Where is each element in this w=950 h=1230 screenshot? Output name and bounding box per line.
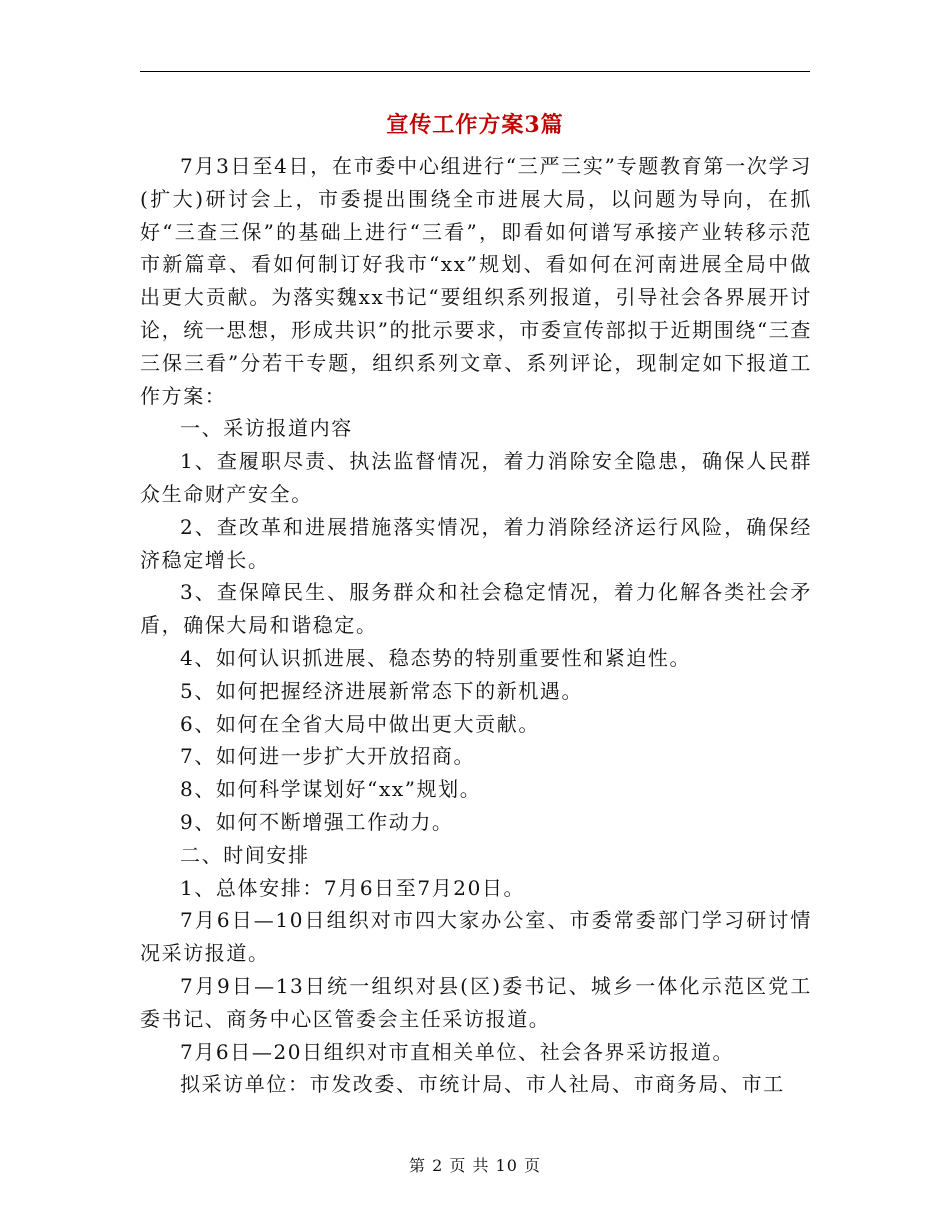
section-heading: 二、时间安排	[180, 842, 310, 867]
header-rule	[140, 71, 810, 72]
list-item: 1、查履职尽责、执法监督情况，着力消除安全隐患，确保人民群众生命财产安全。	[140, 449, 812, 506]
document-title: 宣传工作方案3篇	[386, 112, 564, 138]
list-item: 8、如何科学谋划好“xx”规划。	[180, 777, 482, 802]
list-item: 4、如何认识抓进展、稳态势的特别重要性和紧迫性。	[180, 645, 692, 670]
list-item: 9、如何不断增强工作动力。	[180, 809, 454, 834]
list-item: 5、如何把握经济进展新常态下的新机遇。	[180, 678, 584, 703]
list-item: 2、查改革和进展措施落实情况，着力消除经济运行风险，确保经济稳定增长。	[140, 514, 812, 572]
document-body	[140, 150, 812, 1101]
paragraph: 7月6日—10日组织对市四大家办公室、市委常委部门学习研讨情况采访报道。	[140, 908, 812, 966]
list-item: 1、总体安排：7月6日至7月20日。	[180, 875, 526, 900]
section-heading: 一、采访报道内容	[180, 416, 353, 441]
list-item: 3、查保障民生、服务群众和社会稳定情况，着力化解各类社会矛盾，确保大局和谐稳定。	[140, 580, 812, 638]
paragraph: 7月6日—20日组织对市直相关单位、社会各界采访报道。	[180, 1039, 735, 1064]
paragraph: 拟采访单位：市发改委、市统计局、市人社局、市商务局、市工	[180, 1072, 785, 1097]
page-footer: 第 2 页 共 10 页	[409, 1156, 541, 1175]
list-item: 6、如何在全省大局中做出更大贡献。	[180, 711, 540, 736]
list-item: 7、如何进一步扩大开放招商。	[180, 744, 476, 769]
paragraph: 7月3日至4日，在市委中心组进行“三严三实”专题教育第一次学习(扩大)研讨会上，市委提出围绕全市进展大局，以问题为导向，在抓好“三查三保”的基础上进行“三看”，即看如何谱写承接产业转移示范市新篇章、看如何制订好我市“xx”规划、看如何在河南进展全局中做出更大贡献。为落实魏xx书记“要组织系列报道，引导社会各界展开讨论，统一思想，形成共识”的批示要求，市委宣传部拟于近期围绕“三查三保三看”分若干专题，组织系列文章、系列评论，现制定如下报道工作方案：	[140, 154, 812, 408]
paragraph: 7月9日—13日统一组织对县(区)委书记、城乡一体化示范区党工委书记、商务中心区管委会主任采访报道。	[140, 973, 812, 1031]
